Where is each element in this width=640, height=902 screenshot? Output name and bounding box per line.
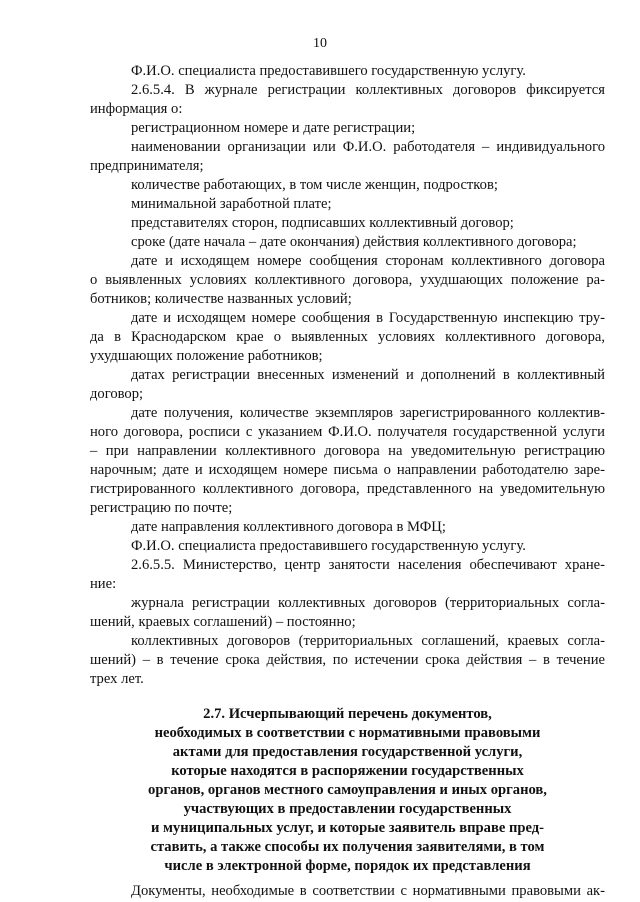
section-heading-line: числе в электронной форме, порядок их представления — [164, 858, 531, 874]
section-heading-line: ставить, а также способы их получения заявителями, в том — [150, 839, 545, 855]
section-heading-line: 2.7. Исчерпывающий перечень документов, — [203, 706, 492, 722]
text-line: ние: — [90, 576, 117, 592]
text-line: трех лет. — [90, 671, 144, 687]
text-line: – при направлении коллективного договора на уведомительную регистрацию — [90, 443, 605, 459]
text-line: минимальной заработной плате; — [131, 196, 332, 212]
text-line: ботников; количестве названных условий; — [90, 291, 352, 307]
text-line: шений, краевых соглашений) – постоянно; — [90, 614, 356, 630]
text-line: Документы, необходимые в соответствии с нормативными правовыми ак- — [131, 883, 605, 899]
text-line: ного договора, росписи с указанием Ф.И.О. получателя государственной услуги — [90, 424, 605, 440]
text-line: договор; — [90, 386, 144, 402]
text-line: журнала регистрации коллективных договоров (территориальных согла- — [131, 595, 605, 611]
text-line: датах регистрации внесенных изменений и дополнений в коллективный — [131, 367, 605, 383]
section-heading-line: которые находятся в распоряжении государственных — [171, 763, 524, 779]
text-line: гистрированного коллективного договора, представленного на уведомительную — [90, 481, 605, 497]
text-line: количестве работающих, в том числе женщин, подростков; — [131, 177, 498, 193]
text-line: да в Краснодарском крае о выявленных условиях коллективного договора, — [90, 329, 605, 345]
text-line: Ф.И.О. специалиста предоставившего государственную услугу. — [131, 538, 526, 554]
section-heading-line: необходимых в соответствии с нормативными правовыми — [154, 725, 541, 741]
text-line: регистрационном номере и дате регистрации; — [131, 120, 416, 136]
text-line: информация о: — [90, 101, 183, 117]
text-line: дате направления коллективного договора в МФЦ; — [131, 519, 446, 535]
text-line: сроке (дате начала – дате окончания) действия коллективного договора; — [131, 234, 577, 250]
section-heading-line: актами для предоставления государственной услуги, — [172, 744, 523, 760]
section-heading-line: участвующих в предоставлении государственных — [183, 801, 512, 817]
text-line: коллективных договоров (территориальных соглашений, краевых согла- — [131, 633, 605, 649]
section-heading-line: органов, органов местного самоуправления и иных органов, — [148, 782, 547, 798]
text-line: предпринимателя; — [90, 158, 204, 174]
text-line: о выявленных условиях коллективного договора, ухудшающих положение ра- — [90, 272, 605, 288]
text-line: шений) – в течение срока действия, по истечении срока действия – в течение — [90, 652, 605, 668]
text-line: наименовании организации или Ф.И.О. работодателя – индивидуального — [131, 139, 605, 155]
text-line: дате и исходящем номере сообщения сторонам коллективного договора — [131, 253, 605, 269]
text-line: ухудшающих положение работников; — [90, 348, 323, 364]
page-number: 10 — [313, 36, 327, 51]
section-heading-line: и муниципальных услуг, и которые заявитель вправе пред- — [150, 820, 545, 836]
text-line: дате и исходящем номере сообщения в Государственную инспекцию тру- — [131, 310, 605, 326]
text-line: 2.6.5.5. Министерство, центр занятости населения обеспечивают хране- — [131, 557, 605, 573]
text-line: дате получения, количестве экземпляров зарегистрированного коллектив- — [131, 405, 605, 421]
text-line: Ф.И.О. специалиста предоставившего государственную услугу. — [131, 63, 526, 79]
text-line: представителях сторон, подписавших коллективный договор; — [131, 215, 514, 231]
text-line: регистрацию по почте; — [90, 500, 233, 516]
text-line: нарочным; дате и исходящем номере письма о направлении работодателю заре- — [90, 462, 605, 478]
text-line: 2.6.5.4. В журнале регистрации коллективных договоров фиксируется — [131, 82, 605, 98]
